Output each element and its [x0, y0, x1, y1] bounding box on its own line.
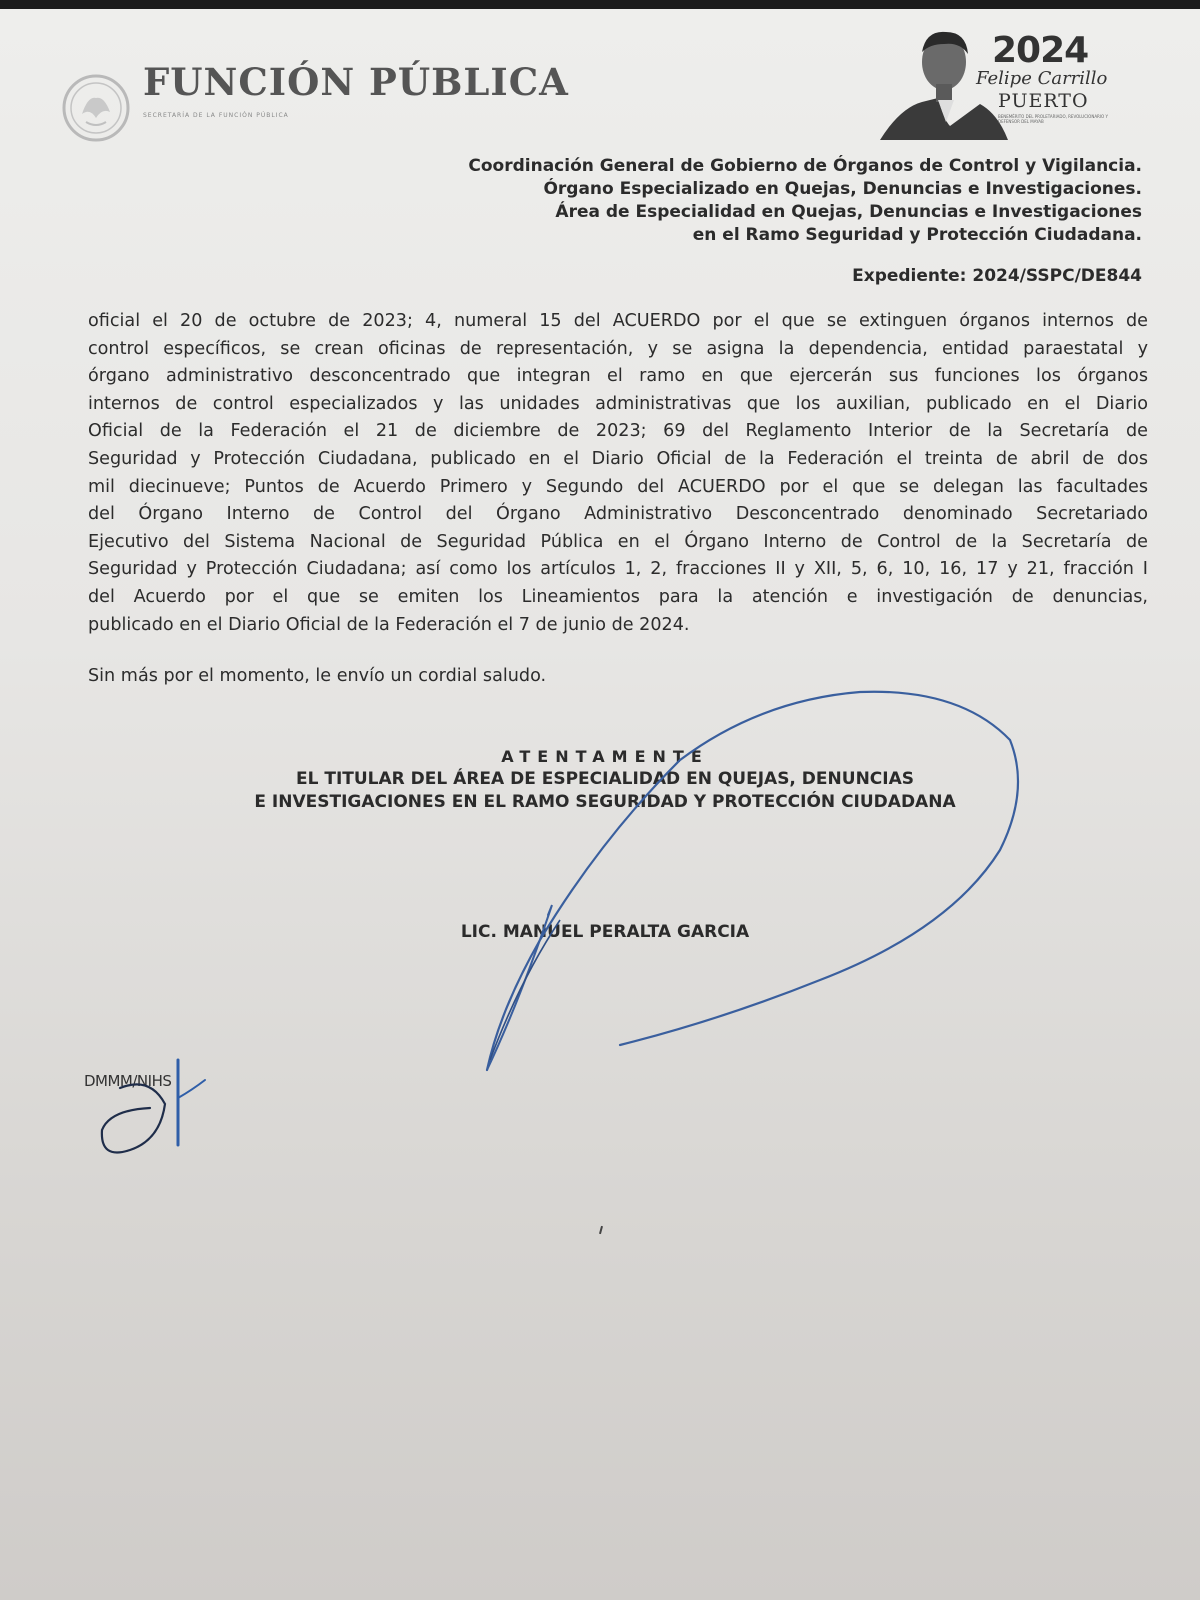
body-line: Ejecutivo del Sistema Nacional de Seguridad Pública en el Órgano Interno de Control de la Secretaría de — [88, 531, 1148, 552]
national-seal-icon — [62, 74, 130, 142]
titular-line: EL TITULAR DEL ÁREA DE ESPECIALIDAD EN QUEJAS, DENUNCIAS — [296, 769, 914, 789]
heading-line: Órgano Especializado en Quejas, Denuncias e Investigaciones. — [543, 179, 1142, 199]
signature-block — [195, 746, 1015, 814]
body-line: oficial el 20 de octubre de 2023; 4, numeral 15 del ACUERDO por el que se extinguen órganos internos de — [88, 311, 1148, 331]
heading-line: Coordinación General de Gobierno de Órganos de Control y Vigilancia. — [468, 156, 1142, 176]
body-line: publicado en el Diario Oficial de la Federación el 7 de junio de 2024. — [88, 614, 690, 635]
body-line: órgano administrativo desconcentrado que integran el ramo en que ejercerán sus funciones los órganos — [88, 366, 1148, 387]
body-line: del Órgano Interno de Control del Órgano Administrativo Desconcentrado denominado Secretariado — [88, 504, 1148, 525]
body-line: internos de control especializados y las unidades administrativas que los auxilian, publicado en el Diario — [88, 393, 1148, 414]
case-number: Expediente: 2024/SSPC/DE844 — [852, 266, 1142, 286]
heading-line: en el Ramo Seguridad y Protección Ciudadana. — [692, 225, 1142, 245]
body-line: del Acuerdo por el que se emiten los Lineamientos para la atención e investigación de denuncias, — [88, 586, 1148, 607]
page-top-edge — [0, 0, 1200, 9]
brand-subtitle: SECRETARÍA DE LA FUNCIÓN PÚBLICA — [143, 112, 289, 119]
logo-small-text: BENEMÉRITO DEL PROLETARIADO, REVOLUCIONARIO Y DEFENSOR DEL MAYAB — [998, 114, 1108, 124]
paper-speck — [599, 1226, 603, 1234]
heading-line: Área de Especialidad en Quejas, Denuncias e Investigaciones — [555, 202, 1142, 222]
logo-name-line2: PUERTO — [998, 90, 1089, 112]
closing-line: Sin más por el momento, le envío un cordial saludo. — [88, 666, 547, 686]
atentamente-label: ATENTAMENTE — [501, 747, 709, 766]
heading-block — [468, 155, 1142, 247]
body-line: control específicos, se crean oficinas de representación, y se asigna la dependencia, entidad paraestatal y — [88, 338, 1148, 359]
initials-reference: DMMM/NIHS — [84, 1072, 172, 1090]
brand-title: FUNCIÓN PÚBLICA — [143, 60, 569, 104]
body-line: Seguridad y Protección Ciudadana; así como los artículos 1, 2, fracciones II y XII, 5, 6, 10, 16, 17 y 21, fracción I — [88, 559, 1148, 580]
body-paragraph — [88, 308, 1148, 639]
logo-name-line1: Felipe Carrillo — [976, 68, 1108, 89]
body-line: mil diecinueve; Puntos de Acuerdo Primero y Segundo del ACUERDO por el que se delegan las facultades — [88, 476, 1148, 497]
body-line: Seguridad y Protección Ciudadana, publicado en el Diario Oficial de la Federación el treinta de abril de dos — [88, 448, 1148, 469]
body-line: Oficial de la Federación el 21 de diciembre de 2023; 69 del Reglamento Interior de la Secretaría de — [88, 421, 1148, 442]
logo-year: 2024 — [992, 30, 1089, 71]
titular-line: E INVESTIGACIONES EN EL RAMO SEGURIDAD Y PROTECCIÓN CIUDADANA — [254, 792, 956, 812]
signer-name: LIC. MANUEL PERALTA GARCIA — [460, 922, 750, 942]
commemorative-logo — [880, 22, 1150, 140]
